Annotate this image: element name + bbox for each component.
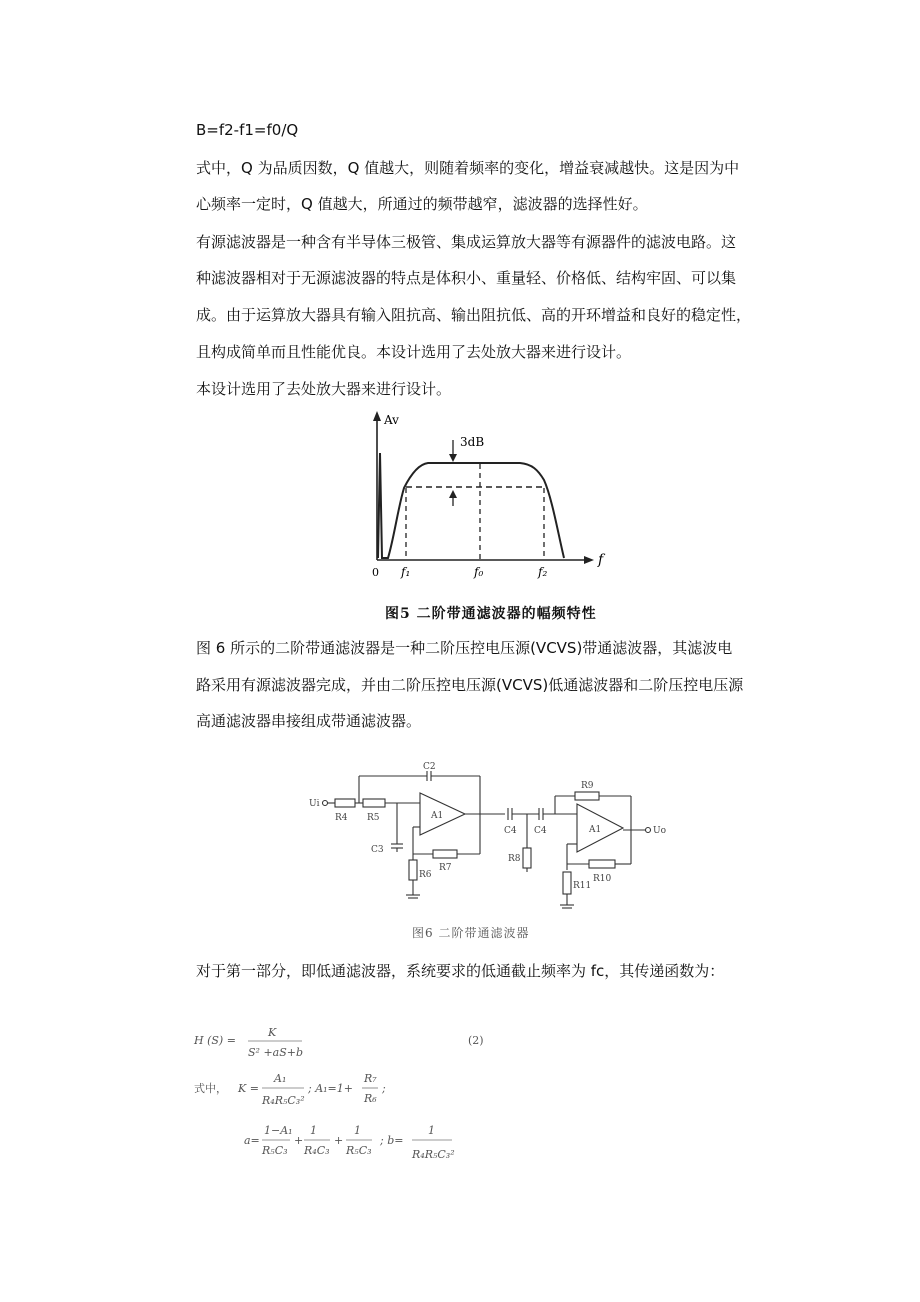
label-c3: C3 xyxy=(371,845,384,855)
b-denominator: R₄R₅C₃² xyxy=(412,1148,455,1161)
k-numerator: A₁ xyxy=(274,1072,287,1085)
label-c4-a: C4 xyxy=(504,826,517,836)
paragraph-repeat: 本设计选用了去处放大器来进行设计。 xyxy=(196,380,452,398)
figure-6-circuit xyxy=(305,760,695,920)
tick-f0: f₀ xyxy=(474,565,484,579)
label-r4: R4 xyxy=(335,813,348,823)
label-c2: C2 xyxy=(423,762,436,772)
paragraph-q-line-1: 式中，Q 为品质因数，Q 值越大，则随着频率的变化，增益衰减越快。这是因为中 xyxy=(196,159,740,177)
resistor-r6 xyxy=(409,860,417,880)
x-axis-label: f xyxy=(598,552,604,568)
a-term3-denominator: R₅C₃ xyxy=(346,1144,372,1157)
label-r9: R9 xyxy=(581,781,594,791)
a1-lhs: ; A₁=1+ xyxy=(308,1082,353,1095)
a-plus-2: + xyxy=(334,1134,344,1147)
where-label: 式中， xyxy=(194,1082,227,1095)
paragraph-fig6-line-3: 高通滤波器串接组成带通滤波器。 xyxy=(196,712,422,730)
resistor-r8 xyxy=(523,848,531,868)
paragraph-fig6-line-1: 图 6 所示的二阶带通滤波器是一种二阶压控电压源(VCVS)带通滤波器，其滤波电 xyxy=(196,639,733,657)
label-r6: R6 xyxy=(419,870,432,880)
formula-bandwidth: B=f2-f1=f0/Q xyxy=(196,121,299,139)
paragraph-q-line-2: 心频率一定时，Q 值越大，所通过的频带越窄，滤波器的选择性好。 xyxy=(196,195,648,213)
h-denominator: S² +aS+b xyxy=(248,1046,304,1059)
resistor-r9 xyxy=(575,792,599,800)
a-plus-1: + xyxy=(294,1134,304,1147)
equation-number: (2) xyxy=(468,1034,484,1047)
a1-denominator: R₆ xyxy=(364,1092,377,1105)
b-lhs: ; b= xyxy=(380,1134,404,1147)
h-numerator: K xyxy=(268,1026,277,1039)
a-term2-denominator: R₄C₃ xyxy=(304,1144,330,1157)
label-r10: R10 xyxy=(593,874,612,884)
paragraph-lowpass: 对于第一部分，即低通滤波器，系统要求的低通截止频率为 fc，其传递函数为： xyxy=(196,962,725,980)
resistor-r5 xyxy=(363,799,385,807)
a-term2-numerator: 1 xyxy=(310,1124,317,1137)
label-a1-left: A1 xyxy=(431,811,444,821)
resistor-r10 xyxy=(589,860,615,868)
label-uo: Uo xyxy=(653,826,667,836)
a1-tail: ; xyxy=(382,1082,386,1095)
a1-numerator: R₇ xyxy=(364,1072,377,1085)
paragraph-active-line-4: 且构成简单而且性能优良。本设计选用了去处放大器来进行设计。 xyxy=(196,343,632,361)
h-lhs: H (S) = xyxy=(194,1034,236,1047)
3db-label: 3dB xyxy=(460,435,485,449)
input-terminal xyxy=(323,801,328,806)
y-axis-label: Av xyxy=(384,413,399,427)
resistor-r11 xyxy=(563,872,571,894)
k-denominator: R₄R₅C₃² xyxy=(262,1094,305,1107)
label-a1-right: A1 xyxy=(589,825,602,835)
label-r11: R11 xyxy=(573,881,592,891)
label-r8: R8 xyxy=(508,854,521,864)
paragraph-active-line-2: 种滤波器相对于无源滤波器的特点是体积小、重量轻、价格低、结构牢固、可以集 xyxy=(196,269,737,287)
paragraph-fig6-line-2: 路采用有源滤波器完成，并由二阶压控电压源(VCVS)低通滤波器和二阶压控电压源 xyxy=(196,676,744,694)
resistor-r4 xyxy=(335,799,355,807)
a-lhs: a= xyxy=(244,1134,260,1147)
label-c4-b: C4 xyxy=(534,826,547,836)
paragraph-active-line-3: 成。由于运算放大器具有输入阻抗高、输出阻抗低、高的开环增益和良好的稳定性， xyxy=(196,306,752,324)
tick-f2: f₂ xyxy=(538,565,548,579)
a-term1-numerator: 1−A₁ xyxy=(264,1124,293,1137)
figure-6-caption: 图6 二阶带通滤波器 xyxy=(412,926,530,940)
figure-5-caption: 图5 二阶带通滤波器的幅频特性 xyxy=(385,606,597,622)
output-terminal xyxy=(646,828,651,833)
tick-f1: f₁ xyxy=(401,565,411,579)
origin-label: 0 xyxy=(372,566,379,579)
equation-block xyxy=(190,1020,520,1170)
a-term3-numerator: 1 xyxy=(354,1124,361,1137)
resistor-r7 xyxy=(433,850,457,858)
label-r7: R7 xyxy=(439,863,452,873)
label-ui: Ui xyxy=(309,799,320,809)
k-lhs: K = xyxy=(238,1082,259,1095)
paragraph-active-line-1: 有源滤波器是一种含有半导体三极管、集成运算放大器等有源器件的滤波电路。这 xyxy=(196,233,737,251)
label-r5: R5 xyxy=(367,813,380,823)
y-axis-arrow xyxy=(373,411,381,421)
x-axis-arrow xyxy=(584,556,594,564)
a-term1-denominator: R₅C₃ xyxy=(262,1144,288,1157)
figure-5-response-plot xyxy=(360,408,620,588)
b-numerator: 1 xyxy=(428,1124,435,1137)
